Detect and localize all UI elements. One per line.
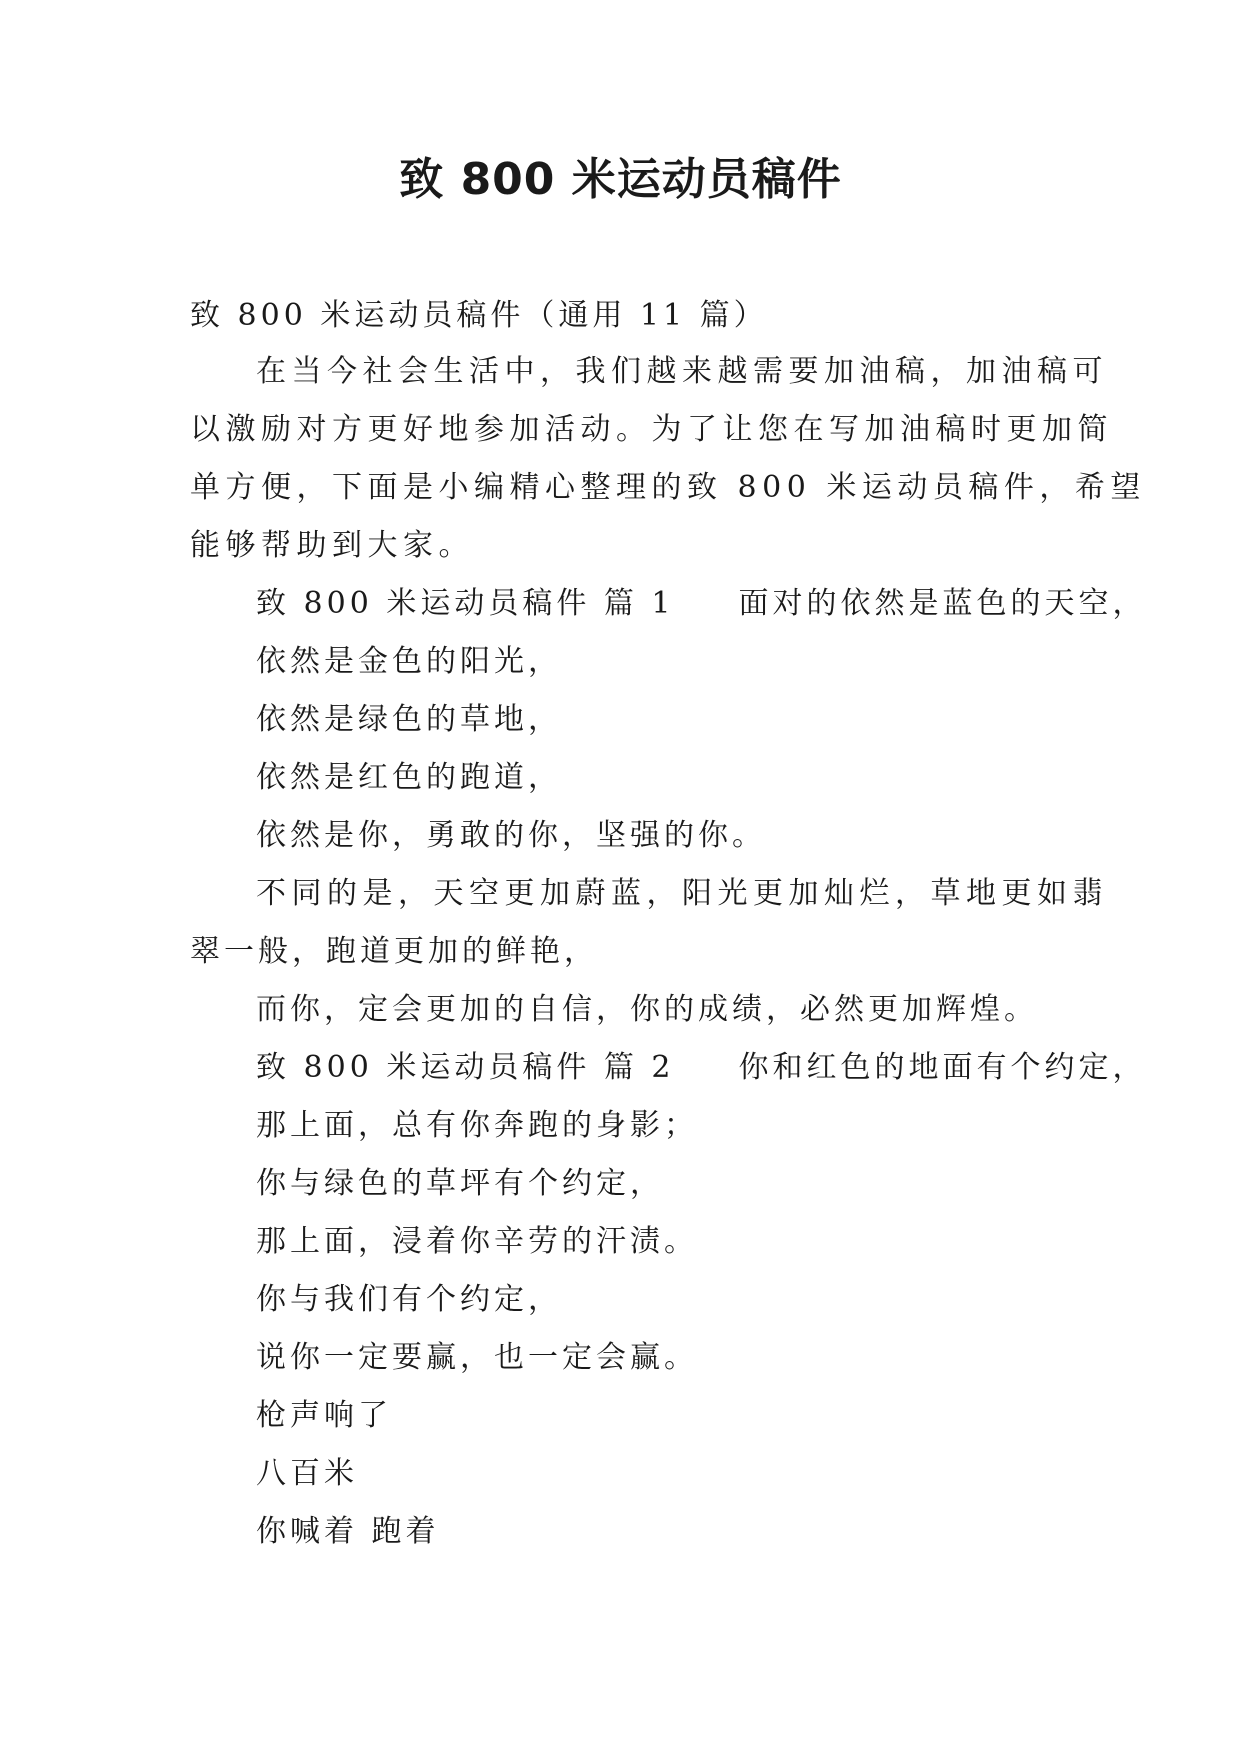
- section-2-line-7: 八百米: [256, 1456, 358, 1491]
- intro-line-1: 在当今社会生活中，我们越来越需要加油稿，加油稿可: [256, 354, 1108, 389]
- intro-line-4: 能够帮助到大家。: [190, 528, 474, 563]
- section-1-line-3: 依然是红色的跑道，: [256, 760, 562, 795]
- section-1-heading: 致 800 米运动员稿件 篇 1: [256, 586, 675, 621]
- section-2-line-5: 说你一定要赢，也一定会赢。: [256, 1340, 698, 1375]
- section-1-para-2b: 翠一般，跑道更加的鲜艳，: [190, 934, 598, 969]
- section-1-para-2a: 不同的是，天空更加蔚蓝，阳光更加灿烂，草地更如翡: [256, 876, 1108, 911]
- section-1-line-4: 依然是你，勇敢的你，坚强的你。: [256, 818, 766, 853]
- section-2-line-8: 你喊着 跑着: [256, 1514, 440, 1549]
- section-2-heading: 致 800 米运动员稿件 篇 2: [256, 1050, 675, 1085]
- section-2-first-line: 你和红色的地面有个约定，: [738, 1050, 1147, 1085]
- section-2-line-2: 你与绿色的草坪有个约定，: [256, 1166, 664, 1201]
- section-1-line-2: 依然是绿色的草地，: [256, 702, 562, 737]
- section-2-heading-line: [256, 1048, 1147, 1088]
- section-1-para-3: 而你，定会更加的自信，你的成绩，必然更加辉煌。: [256, 992, 1038, 1027]
- section-1-heading-line: [256, 584, 1147, 624]
- intro-line-3: 单方便，下面是小编精心整理的致 800 米运动员稿件，希望: [190, 470, 1146, 505]
- section-2-line-4: 你与我们有个约定，: [256, 1282, 562, 1317]
- section-2-line-1: 那上面，总有你奔跑的身影；: [256, 1108, 698, 1143]
- intro-line-2: 以激励对方更好地参加活动。为了让您在写加油稿时更加简: [190, 412, 1113, 447]
- section-2-line-6: 枪声响了: [256, 1398, 392, 1433]
- section-1-line-1: 依然是金色的阳光，: [256, 644, 562, 679]
- section-1-first-line: 面对的依然是蓝色的天空，: [738, 586, 1147, 621]
- document-subtitle: 致 800 米运动员稿件（通用 11 篇）: [190, 298, 768, 333]
- document-title: 致 800 米运动员稿件: [399, 154, 842, 205]
- section-2-line-3: 那上面，浸着你辛劳的汗渍。: [256, 1224, 698, 1259]
